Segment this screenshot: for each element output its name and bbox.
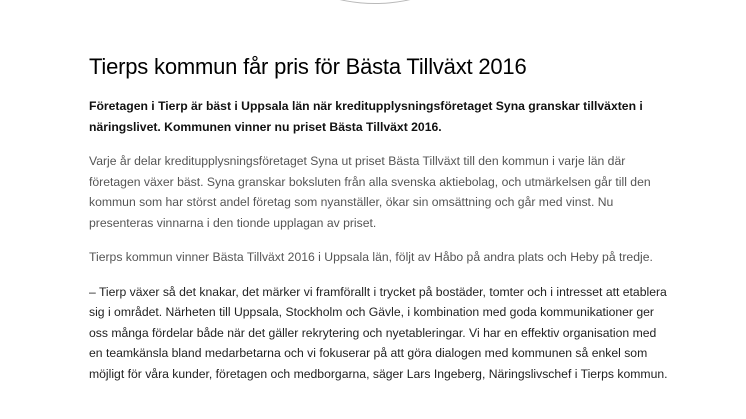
article-paragraph-1: Varje år delar kreditupplysningsföretaget Syna ut priset Bästa Tillväxt till den kommun i varje län där företagen växer bäst. Syna granskar boksluten från alla svenska aktiebolag, och utmärkelsen går till den kommun som har störst andel företag som nyanställer, ökar sin omsättning och går med vinst. Nu presenteras vinnarna i den tionde upplagan av priset. [89,154,651,230]
article-lead: Företagen i Tierp är bäst i Uppsala län när kreditupplysningsföretaget Syna granskar tillväxten i näringslivet. Kommunen vinner nu priset Bästa Tillväxt 2016. [89,99,643,134]
article-title: Tierps kommun får pris för Bästa Tillväxt 2016 [89,54,527,79]
article-paragraph-3: – Tierp växer så det knakar, det märker vi framförallt i trycket på bostäder, tomter och i intresset att etablera sig i området. Närheten till Uppsala, Stockholm och Gävle, i kombination med goda kommunikationer ger oss många fördelar både när det gäller rekrytering och nyetableringar. Vi har en effektiv organisation med en teamkänsla bland medarbetarna och vi fokuserar på att göra dialogen med kommunen så enkel som möjligt för våra kunder, företagen och medborgarna, säger Lars Ingeberg, Näringslivschef i Tierps kommun. [89,284,668,381]
article-paragraph-2: Tierps kommun vinner Bästa Tillväxt 2016 i Uppsala län, följt av Håbo på andra plats och Heby på tredje. [89,250,653,264]
logo-emblem [300,0,450,4]
article-body [89,50,669,384]
